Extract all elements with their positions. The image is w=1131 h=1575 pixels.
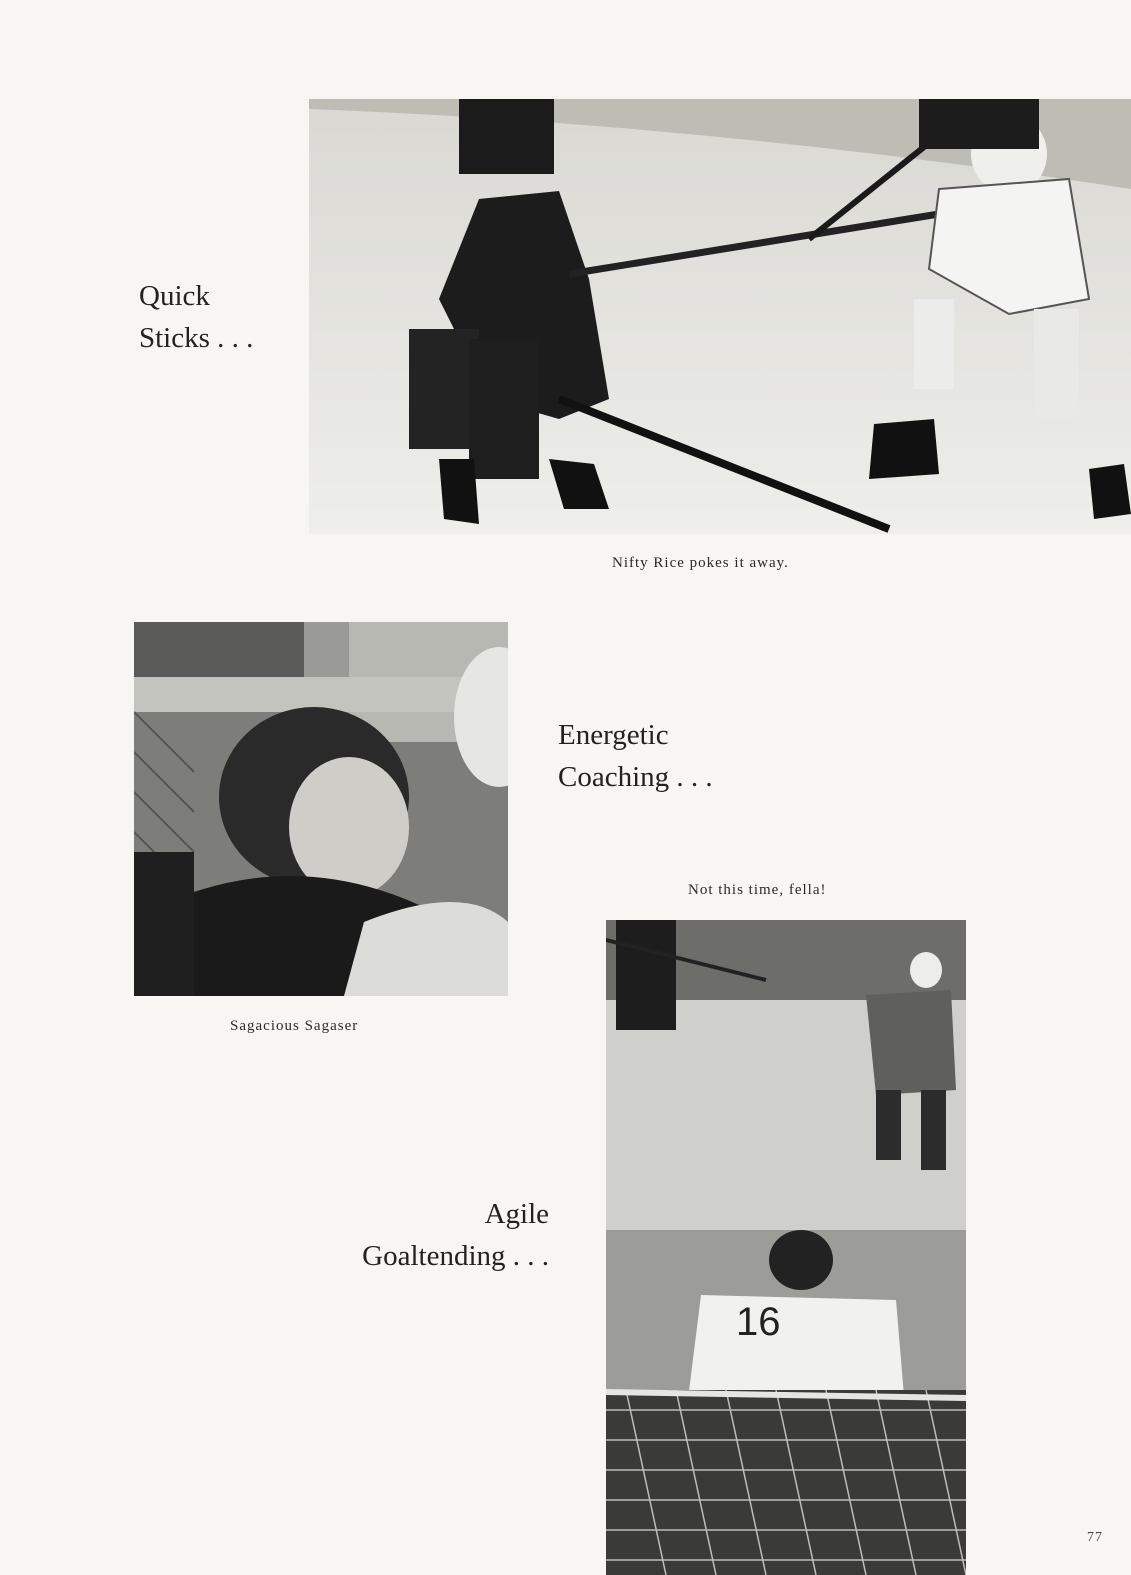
page-number: 77 (1087, 1530, 1103, 1545)
photo-caption-sagacious-sagaser: Sagacious Sagaser (230, 1018, 359, 1034)
section-heading-agile-goaltending (349, 1193, 549, 1277)
section-heading-quick-sticks (139, 275, 253, 359)
heading-line: Sticks . . . (139, 322, 254, 354)
goalie-photo (606, 920, 966, 1575)
hockey-action-photo (309, 99, 1131, 534)
heading-line: Coaching . . . (558, 761, 713, 793)
photo-caption-not-this-time: Not this time, fella! (688, 882, 827, 898)
heading-line: Goaltending . . . (362, 1240, 549, 1272)
coach-photo (134, 622, 508, 996)
section-heading-energetic-coaching (558, 714, 713, 798)
heading-line: Quick (139, 280, 210, 312)
heading-line: Energetic (558, 719, 669, 751)
heading-line: Agile (484, 1198, 549, 1230)
svg-text:16: 16 (736, 1300, 781, 1344)
photo-caption-nifty-rice: Nifty Rice pokes it away. (612, 555, 789, 571)
